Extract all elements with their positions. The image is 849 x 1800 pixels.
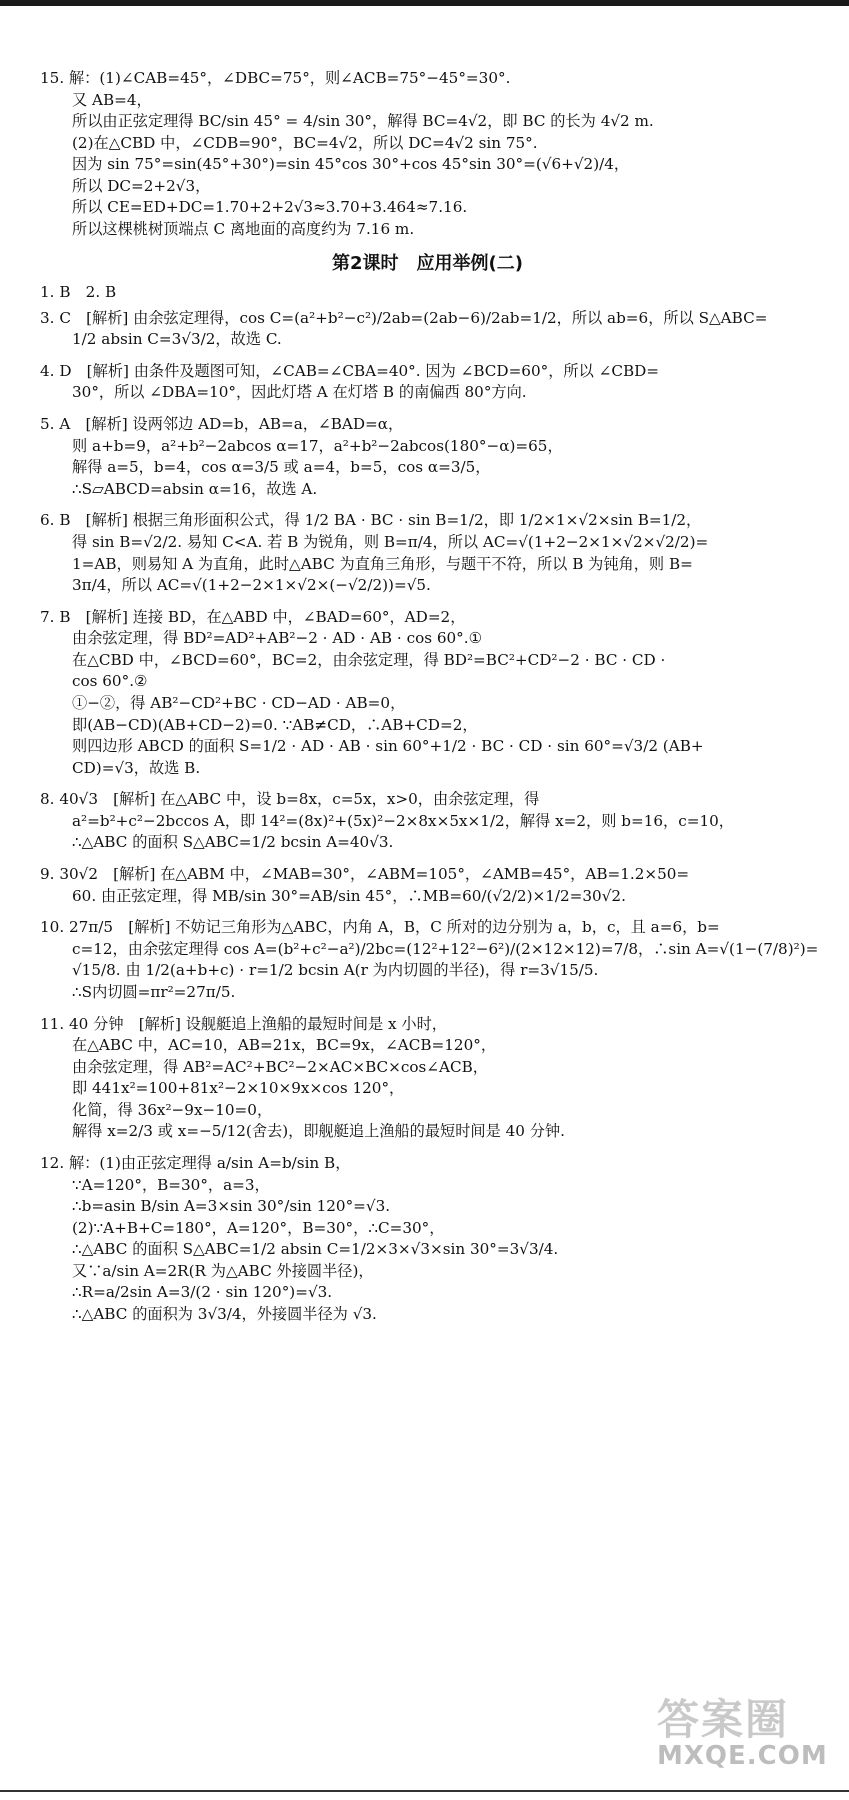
question-8	[40, 789, 815, 854]
q11-line-2: 在△ABC 中，AC=10，AB=21x，BC=9x，∠ACB=120°，	[72, 1036, 497, 1055]
q4-line-1: 4. D [解析] 由条件及题图可知，∠CAB=∠CBA=40°. 因为 ∠BCD=60°，所以 ∠CBD=	[40, 361, 660, 380]
q7-line-8: CD)=√3，故选 B.	[72, 758, 201, 777]
watermark-url: MXQE.COM	[657, 1741, 828, 1771]
bottom-border-line	[0, 1790, 849, 1792]
q10-line-4: ∴S内切圆=πr²=27π/5.	[72, 982, 236, 1001]
answer-page	[40, 68, 819, 1336]
q6-line-3: 1=AB，则易知 A 为直角，此时△ABC 为直角三角形，与题干不符，所以 B 为钝角，则 B=	[72, 554, 693, 573]
q6-line-2: 得 sin B=√2/2. 易知 C<A. 若 B 为锐角，则 B=π/4，所以 AC=√(1+2−2×1×√2×√2/2)=	[72, 532, 709, 551]
question-11	[40, 1014, 815, 1143]
q15-line-1: 15. 解：(1)∠CAB=45°，∠DBC=75°，则∠ACB=75°−45°=30°.	[40, 69, 511, 87]
question-1-2	[40, 282, 815, 304]
q6-line-1: 6. B [解析] 根据三角形面积公式，得 1/2 BA · BC · sin B=1/2，即 1/2×1×√2×sin B=1/2，	[40, 511, 702, 530]
q8-line-2: a²=b²+c²−2bccos A，即 14²=(8x)²+(5x)²−2×8x×5x×1/2，解得 x=2，则 b=16，c=10，	[72, 811, 734, 830]
q4-line-2: 30°，所以 ∠DBA=10°，因此灯塔 A 在灯塔 B 的南偏西 80°方向.	[72, 383, 527, 402]
q5-line-1: 5. A [解析] 设两邻边 AD=b，AB=a，∠BAD=α，	[40, 415, 404, 434]
question-9	[40, 864, 815, 907]
q7-line-2: 由余弦定理，得 BD²=AD²+AB²−2 · AD · AB · cos 60°.①	[72, 629, 483, 648]
q12-line-5: ∴△ABC 的面积 S△ABC=1/2 absin C=1/2×3×√3×sin 30°=3√3/4.	[72, 1240, 559, 1259]
q15-line-8: 所以这棵桃树顶端点 C 离地面的高度约为 7.16 m.	[72, 220, 415, 239]
question-12	[40, 1153, 815, 1326]
q5-line-2: 则 a+b=9，a²+b²−2abcos α=17，a²+b²−2abcos(180°−α)=65，	[72, 436, 563, 455]
q9-line-2: 60. 由正弦定理，得 MB/sin 30°=AB/sin 45°，∴MB=60/(√2/2)×1/2=30√2.	[72, 886, 626, 905]
q15-line-6: 所以 DC=2+2√3，	[72, 176, 211, 195]
q7-line-4: cos 60°.②	[72, 672, 148, 691]
question-15	[40, 68, 815, 241]
q7-line-5: ①−②，得 AB²−CD²+BC · CD−AD · AB=0，	[72, 694, 406, 712]
q10-line-3: √15/8. 由 1/2(a+b+c) · r=1/2 bcsin A(r 为内切圆的半径)，得 r=3√15/5.	[72, 961, 599, 980]
q15-line-5: 因为 sin 75°=sin(45°+30°)=sin 45°cos 30°+cos 45°sin 30°=(√6+√2)/4，	[72, 155, 630, 174]
q12-line-8: ∴△ABC 的面积为 3√3/4，外接圆半径为 √3.	[72, 1305, 377, 1324]
q12-line-3: ∴b=asin B/sin A=3×sin 30°/sin 120°=√3.	[72, 1197, 391, 1216]
watermark-logo-text: 答案圈	[657, 1695, 790, 1744]
q8-line-1: 8. 40√3 [解析] 在△ABC 中，设 b=8x，c=5x，x>0，由余弦定理，得	[40, 790, 540, 809]
q6-line-4: 3π/4，所以 AC=√(1+2−2×1×√2×(−√2/2))=√5.	[72, 576, 431, 595]
q15-line-2: 又 AB=4，	[72, 90, 152, 109]
q11-line-1: 11. 40 分钟 [解析] 设舰艇追上渔船的最短时间是 x 小时，	[40, 1014, 447, 1033]
q11-line-6: 解得 x=2/3 或 x=−5/12(舍去)，即舰艇追上渔船的最短时间是 40 分钟.	[72, 1122, 565, 1141]
q12-line-7: ∴R=a/2sin A=3/(2 · sin 120°)=√3.	[72, 1283, 333, 1302]
q7-line-3: 在△CBD 中，∠BCD=60°，BC=2，由余弦定理，得 BD²=BC²+CD²−2 · BC · CD ·	[72, 650, 666, 669]
q5-line-4: ∴S▱ABCD=absin α=16，故选 A.	[72, 479, 318, 498]
q9-line-1: 9. 30√2 [解析] 在△ABM 中，∠MAB=30°，∠ABM=105°，∠AMB=45°，AB=1.2×50=	[40, 865, 690, 884]
q11-line-5: 化简，得 36x²−9x−10=0，	[72, 1100, 273, 1119]
question-4	[40, 361, 815, 404]
q3-line-1: 3. C [解析] 由余弦定理得，cos C=(a²+b²−c²)/2ab=(2ab−6)/2ab=1/2，所以 ab=6，所以 S△ABC=	[40, 308, 768, 327]
question-10	[40, 917, 819, 1003]
q10-line-2: c=12，由余弦定理得 cos A=(b²+c²−a²)/2bc=(12²+12²−6²)/(2×12×12)=7/8，∴sin A=√(1−(7/8)²)=	[72, 939, 819, 958]
section-title: 第2课时 应用举例(二)	[332, 252, 523, 274]
q1-2-line: 1. B 2. B	[40, 283, 117, 302]
question-7	[40, 607, 815, 780]
q12-line-6: 又∵a/sin A=2R(R 为△ABC 外接圆半径)，	[72, 1261, 374, 1280]
q7-line-6: 即(AB−CD)(AB+CD−2)=0. ∵AB≠CD，∴AB+CD=2，	[72, 715, 478, 734]
q11-line-3: 由余弦定理，得 AB²=AC²+BC²−2×AC×BC×cos∠ACB，	[72, 1057, 488, 1076]
question-3	[40, 308, 815, 351]
q11-line-4: 即 441x²=100+81x²−2×10×9x×cos 120°，	[72, 1079, 405, 1098]
q8-line-3: ∴△ABC 的面积 S△ABC=1/2 bcsin A=40√3.	[72, 833, 394, 852]
q7-line-1: 7. B [解析] 连接 BD，在△ABD 中，∠BAD=60°，AD=2，	[40, 607, 466, 626]
q15-line-7: 所以 CE=ED+DC=1.70+2+2√3≈3.70+3.464≈7.16.	[72, 198, 468, 217]
q5-line-3: 解得 a=5，b=4，cos α=3/5 或 a=4，b=5，cos α=3/5，	[72, 458, 491, 477]
q12-line-2: ∵A=120°，B=30°，a=3，	[72, 1175, 270, 1194]
question-5	[40, 414, 815, 500]
q15-line-4: (2)在△CBD 中，∠CDB=90°，BC=4√2，所以 DC=4√2 sin 75°.	[72, 133, 538, 152]
q12-line-1: 12. 解：(1)由正弦定理得 a/sin A=b/sin B，	[40, 1153, 351, 1172]
q12-line-4: (2)∵A+B+C=180°，A=120°，B=30°，∴C=30°，	[72, 1218, 445, 1237]
question-6	[40, 510, 815, 596]
site-watermark	[657, 1695, 828, 1771]
q15-line-3: 所以由正弦定理得 BC/sin 45° = 4/sin 30°，解得 BC=4√2，即 BC 的长为 4√2 m.	[72, 112, 654, 131]
q7-line-7: 则四边形 ABCD 的面积 S=1/2 · AD · AB · sin 60°+1/2 · BC · CD · sin 60°=√3/2 (AB+	[72, 737, 704, 756]
top-border-line	[0, 0, 849, 6]
q10-line-1: 10. 27π/5 [解析] 不妨记三角形为△ABC，内角 A，B，C 所对的边分别为 a，b，c，且 a=6，b=	[40, 918, 720, 937]
q3-line-2: 1/2 absin C=3√3/2，故选 C.	[72, 330, 282, 349]
